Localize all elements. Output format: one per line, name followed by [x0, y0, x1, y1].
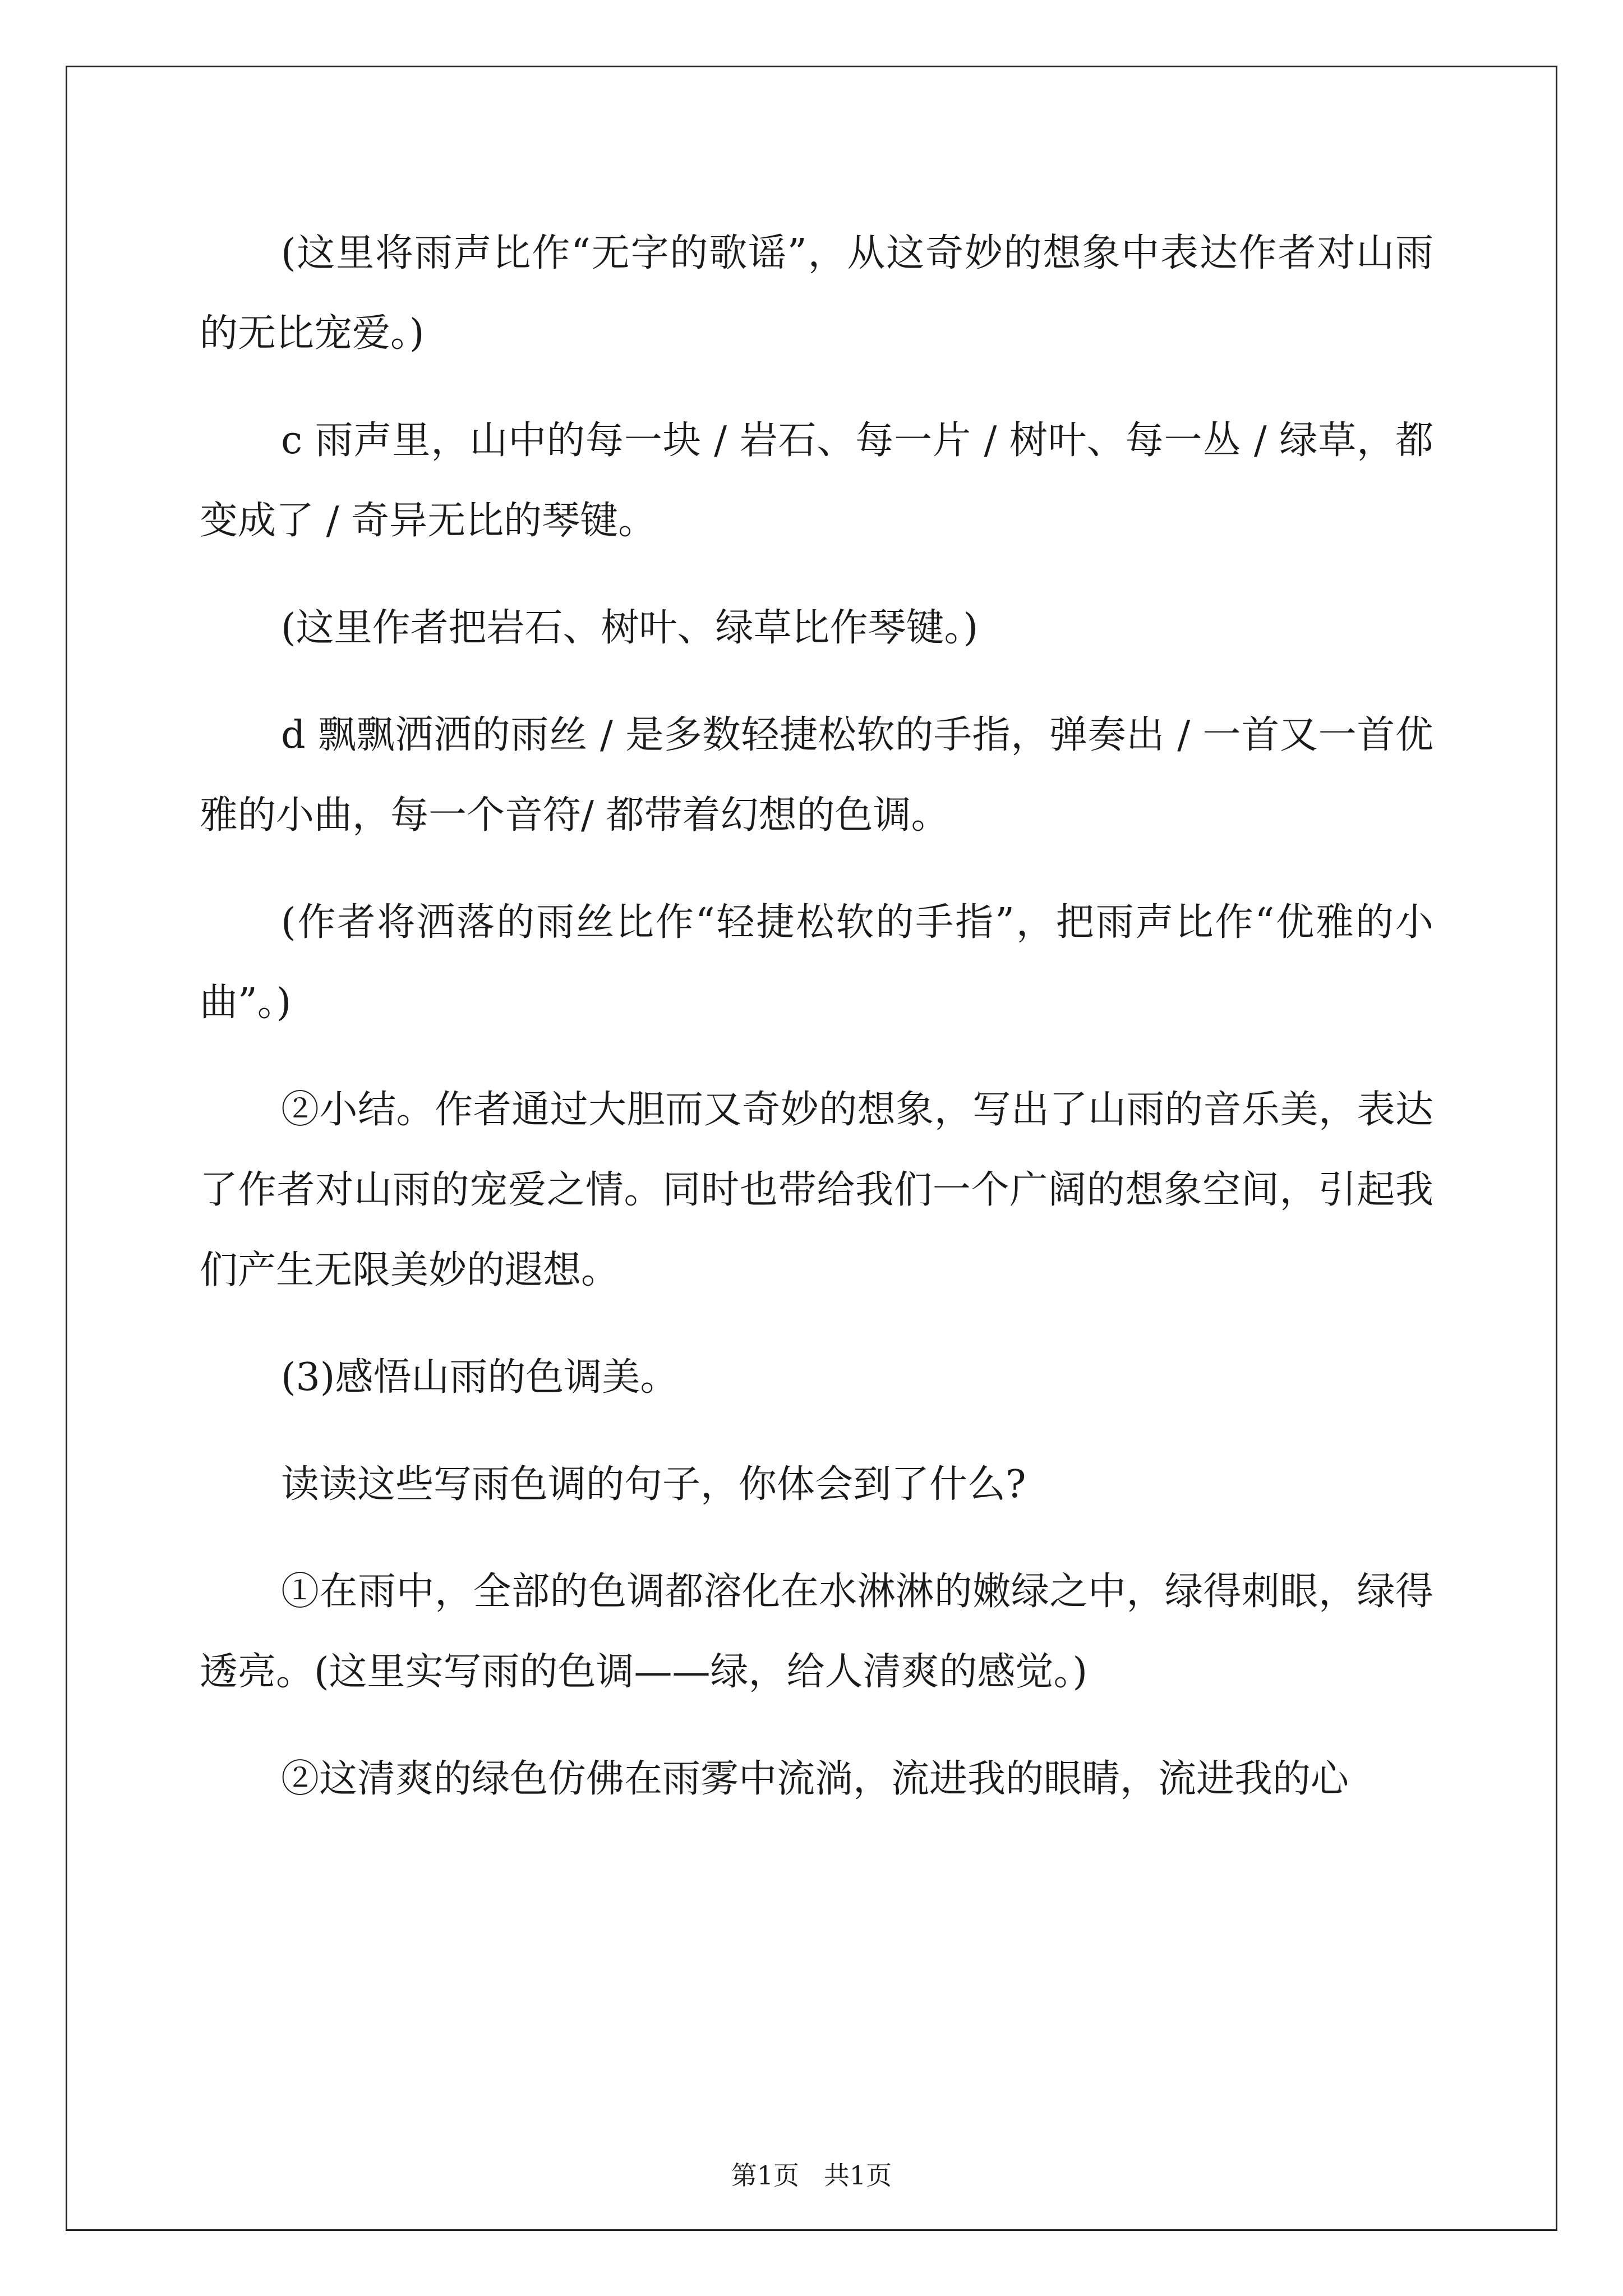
- paragraph: (这里将雨声比作“无字的歌谣”，从这奇妙的想象中表达作者对山雨的无比宠爱。): [200, 231, 1433, 356]
- paragraph: (这里作者把岩石、树叶、绿草比作琴键。): [281, 606, 979, 650]
- paragraph: ②这清爽的绿色仿佛在雨雾中流淌，流进我的眼睛，流进我的心: [281, 1757, 1349, 1801]
- paragraph: (作者将洒落的雨丝比作“轻捷松软的手指”，把雨声比作“优雅的小曲”。): [200, 900, 1433, 1025]
- paragraph: (3)感悟山雨的色调美。: [281, 1355, 679, 1400]
- paragraph: 读读这些写雨色调的句子，你体会到了什么?: [281, 1462, 1026, 1507]
- paragraph: c 雨声里，山中的每一块 / 岩石、每一片 / 树叶、每一丛 / 绿草，都变成了 / 奇异无比的琴键。: [200, 418, 1433, 543]
- paragraph: ①在雨中，全部的色调都溶化在水淋淋的嫩绿之中，绿得刺眼，绿得透亮。(这里实写雨的色调——绿，给人清爽的感觉。): [200, 1570, 1433, 1694]
- document-body: [200, 213, 1433, 1819]
- page-footer: 第1页 共1页: [731, 2160, 892, 2191]
- paragraph: ②小结。作者通过大胆而又奇妙的想象，写出了山雨的音乐美，表达了作者对山雨的宠爱之情。同时也带给我们一个广阔的想象空间，引起我们产生无限美妙的遐想。: [200, 1088, 1433, 1292]
- paragraph: d 飘飘洒洒的雨丝 / 是多数轻捷松软的手指，弹奏出 / 一首又一首优雅的小曲，每一个音符/ 都带着幻想的色调。: [200, 713, 1433, 838]
